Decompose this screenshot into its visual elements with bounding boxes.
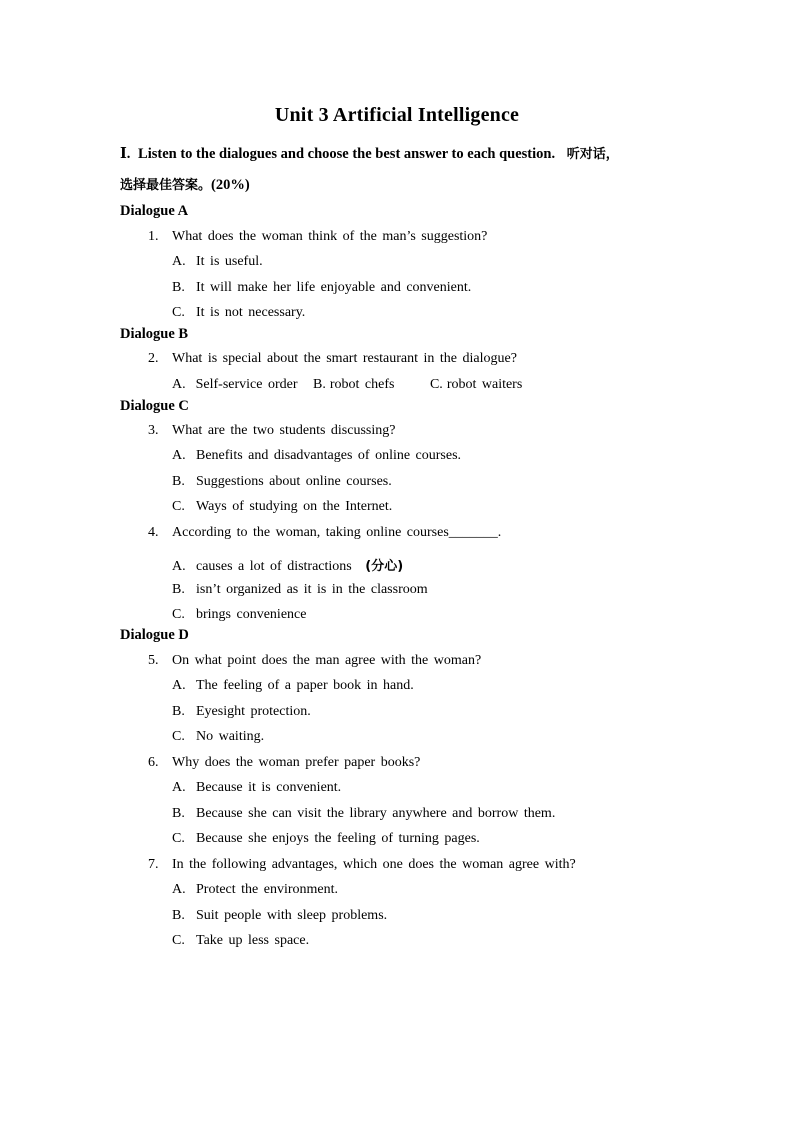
question <box>148 351 517 367</box>
option-text: brings convenience <box>196 607 307 622</box>
option-text: Benefits and disadvantages of online courses. <box>196 448 462 463</box>
option-letter: B. <box>172 582 185 597</box>
option-letter: C. <box>172 729 185 744</box>
option-text: causes a lot of distractions <box>196 559 352 574</box>
answer-option <box>172 555 403 575</box>
question-text: In the following advantages, which one does the woman agree with? <box>172 857 576 872</box>
instruction-chinese-1: 听对话， <box>566 147 619 162</box>
option-text: Suggestions about online courses. <box>196 474 392 489</box>
question <box>148 229 487 245</box>
question-number: 3. <box>148 423 159 438</box>
option-letter: C. <box>172 831 185 846</box>
option-text: The feeling of a paper book in hand. <box>196 678 414 693</box>
answer-option <box>172 448 461 464</box>
option-letter: C. <box>172 607 185 622</box>
answer-option <box>172 704 311 720</box>
answer-option <box>172 806 555 822</box>
option-text: Because it is convenient. <box>196 780 342 795</box>
answer-option <box>172 933 309 949</box>
option-text: robot chefs <box>329 377 395 392</box>
option-letter: A. <box>172 678 186 693</box>
answer-option <box>172 908 387 924</box>
answer-option <box>172 831 480 847</box>
option-text: Because she enjoys the feeling of turning pages. <box>196 831 480 846</box>
answer-option <box>172 607 306 623</box>
question <box>148 653 481 669</box>
answer-option <box>172 729 264 745</box>
question-number: 2. <box>148 351 159 366</box>
question <box>148 423 395 439</box>
option-text: Self-service order <box>195 377 298 392</box>
question-number: 1. <box>148 229 159 244</box>
option-letter: A. <box>172 448 186 463</box>
question-text: Why does the woman prefer paper books? <box>172 755 421 770</box>
option-text: It is useful. <box>196 254 263 269</box>
option-text: Take up less space. <box>196 933 310 948</box>
option-letter: A. <box>172 254 186 269</box>
answer-option <box>172 882 338 898</box>
option-text: It is not necessary. <box>196 305 306 320</box>
dialogue-label: Dialogue A <box>120 203 189 219</box>
question <box>148 525 501 541</box>
option-text: isn’t organized as it is in the classroom <box>196 582 428 597</box>
option-letter: B. <box>313 377 326 392</box>
question-number: 7. <box>148 857 159 872</box>
option-text: It will make her life enjoyable and convenient. <box>196 280 472 295</box>
question-number: 4. <box>148 525 159 540</box>
option-text: Protect the environment. <box>196 882 339 897</box>
option-letter: A. <box>172 882 186 897</box>
section-numeral: Ⅰ. <box>120 146 131 162</box>
answer-options-row <box>172 377 532 393</box>
option-letter: B. <box>172 806 185 821</box>
option-letter: A. <box>172 559 186 574</box>
answer-option <box>172 474 392 490</box>
option-letter: A. <box>172 780 186 795</box>
question-text: What are the two students discussing? <box>172 423 396 438</box>
dialogue-label: Dialogue D <box>120 627 189 643</box>
option-text: No waiting. <box>196 729 265 744</box>
question-text: What is special about the smart restaurant in the dialogue? <box>172 351 517 366</box>
section-score: (20%) <box>211 177 250 193</box>
option-note: (分心) <box>365 559 404 574</box>
question-text: On what point does the man agree with the woman? <box>172 653 482 668</box>
answer-option <box>172 780 341 796</box>
option-letter: B. <box>172 704 185 719</box>
instruction-english: Listen to the dialogues and choose the best answer to each question. <box>138 146 556 162</box>
option-letter: A. <box>172 377 186 392</box>
instruction-chinese-2: 选择最佳答案。 <box>120 178 212 193</box>
answer-option <box>172 499 392 515</box>
page-title: Unit 3 Artificial Intelligence <box>274 104 520 126</box>
answer-option <box>172 305 305 321</box>
question-text: According to the woman, taking online courses_______. <box>172 525 502 540</box>
option-letter: B. <box>172 280 185 295</box>
option-text: Eyesight protection. <box>196 704 311 719</box>
question-number: 6. <box>148 755 159 770</box>
dialogue-label: Dialogue B <box>120 326 189 342</box>
option-text: Ways of studying on the Internet. <box>196 499 393 514</box>
option-letter: B. <box>172 908 185 923</box>
option-text: robot waiters <box>446 377 523 392</box>
option-letter: C. <box>172 305 185 320</box>
option-text: Suit people with sleep problems. <box>196 908 388 923</box>
option-letter: C. <box>172 933 185 948</box>
option-letter: C. <box>429 377 443 392</box>
question-text: What does the woman think of the man’s suggestion? <box>172 229 488 244</box>
answer-option <box>172 678 414 694</box>
question-number: 5. <box>148 653 159 668</box>
question <box>148 857 576 873</box>
answer-option <box>172 280 471 296</box>
answer-option <box>172 254 263 270</box>
section-instruction <box>120 139 680 201</box>
option-letter: C. <box>172 499 185 514</box>
dialogue-label: Dialogue C <box>120 398 189 414</box>
option-text: Because she can visit the library anywhere and borrow them. <box>196 806 556 821</box>
option-letter: B. <box>172 474 185 489</box>
answer-option <box>172 582 428 598</box>
question <box>148 755 420 771</box>
